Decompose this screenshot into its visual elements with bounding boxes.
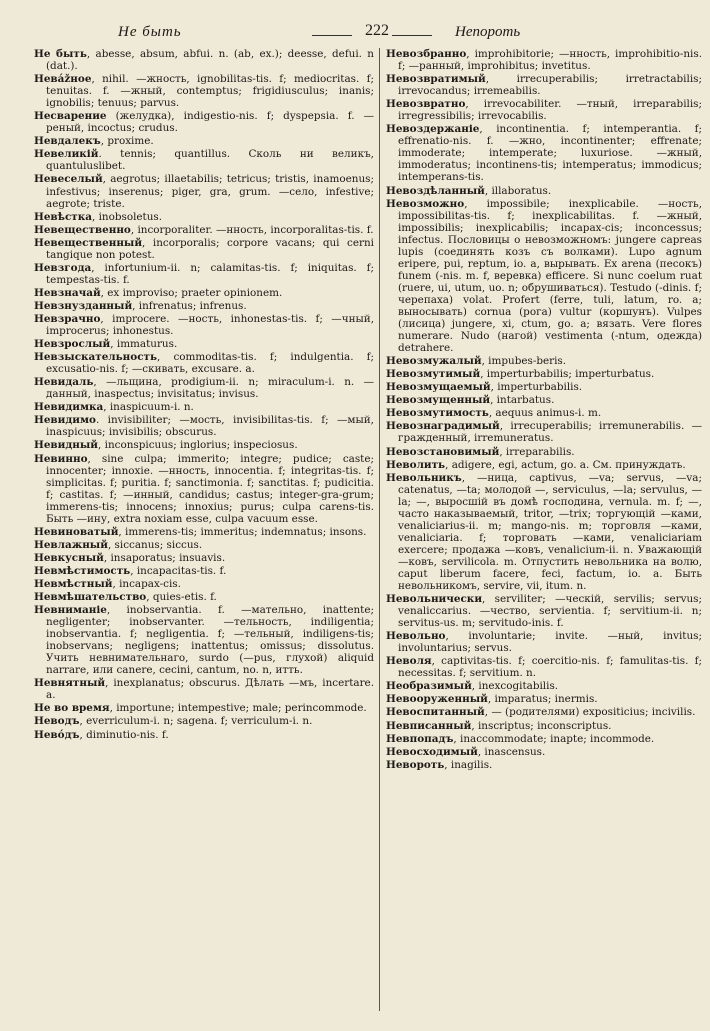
dictionary-entry xyxy=(386,759,702,771)
dictionary-entry xyxy=(386,720,702,732)
entry-definition: , incontinentia. f; intemperantia. f; effrenatio-nis. f. —жно, incontinenter; effrenate; immoderate; intemperate; luxuriose. —жный, immoderatus; incontinens-tis; intemperatus; immodicus; intemperans-tis. xyxy=(398,123,702,184)
entry-definition: , proxime. xyxy=(100,135,154,148)
dictionary-entry xyxy=(34,604,374,676)
dictionary-entry xyxy=(34,526,374,538)
entry-definition: (желудка), indigestio-nis. f; dyspepsia. f. —реный, incoctus; crudus. xyxy=(46,110,374,135)
entry-headword: Невоздѣланный xyxy=(386,184,485,197)
dictionary-entry xyxy=(386,680,702,692)
entry-headword: Неволить xyxy=(386,458,446,471)
entry-headword: Невмѣшательство xyxy=(34,591,147,604)
dictionary-entry xyxy=(34,338,374,350)
entry-headword: Невозмужалый xyxy=(386,355,482,368)
entry-definition: , intarbatus. xyxy=(490,394,555,407)
dictionary-entry xyxy=(34,48,374,72)
entry-headword: Невóдъ xyxy=(34,728,80,741)
entry-headword: Невинно xyxy=(34,452,88,465)
header-dash-left xyxy=(312,35,352,36)
entry-definition: , diminutio-nis. f. xyxy=(79,728,169,741)
entry-headword: Неволя xyxy=(386,655,432,668)
dictionary-entry xyxy=(34,211,374,223)
entry-definition: , inexcogitabilis. xyxy=(471,680,559,693)
entry-definition: , insaporatus; insuavis. xyxy=(103,551,226,564)
entry-headword: Невозможно xyxy=(386,197,465,210)
header-dash-right xyxy=(392,35,432,36)
entry-definition: , quies-etis. f. xyxy=(146,591,217,604)
entry-headword: Невлажный xyxy=(34,538,108,551)
entry-headword: Невидимо xyxy=(34,414,96,427)
entry-definition: , captivitas-tis. f; coercitio-nis. f; famulitas-tis. f; necessitas. f; servitium. n. xyxy=(398,655,702,680)
dictionary-entry xyxy=(34,300,374,312)
entry-definition: , inaccommodate; inapte; incommode. xyxy=(453,732,655,745)
dictionary-entry xyxy=(386,472,702,592)
dictionary-entry xyxy=(386,73,702,97)
entry-definition: . invisibiliter; —мость, invisibilitas-tis. f; —мый, inaspicuus; invisibilis; obscurus. xyxy=(46,414,374,439)
entry-definition: , —ница, captivus, —va; servus, —va; catenatus, —ta; молодой —, serviculus, —la; servulus, —la; —, выросшій въ домѣ господина, vernula. m. f; —, часто наказываемый, tritor, —trix; торгующій —ками, venaliciarius-ii. m; mango-nis. m; торговля —ками, venaliciaria. f; торговать —ками, venaliciariam exercere; продажа —ковъ, venalicium-ii. n. Уважающій —ковъ, servilicola. m. Отпустить невольника на волю, caput liberum facere, feci, factum, io. a. Быть невольникомъ, servire, vii, itum. n. xyxy=(398,471,702,593)
entry-definition: , inconspicuus; inglorius; inspeciosus. xyxy=(98,439,298,452)
entry-definition: , irrevocabiliter. —тный, irreparabilis; irregressibilis; irrevocabilis. xyxy=(398,98,702,123)
entry-definition: , improcere. —ность, inhonestas-tis. f; —чный, improcerus; inhonestus. xyxy=(46,312,374,338)
dictionary-entry xyxy=(386,394,702,406)
entry-definition: , inobsoletus. xyxy=(91,210,163,223)
entry-definition: , irrecuperabilis; irremunerabilis. —гражденный, irremuneratus. xyxy=(398,420,702,445)
column-divider xyxy=(379,48,380,1011)
entry-headword: Невзыскательность xyxy=(34,351,158,364)
entry-headword: Невозстановимый xyxy=(386,445,500,458)
dictionary-entry xyxy=(386,198,702,355)
dictionary-entry xyxy=(34,224,374,236)
entry-headword: Невозмутимый xyxy=(386,368,481,381)
entry-headword: Невидаль xyxy=(34,376,94,389)
entry-headword: Невзнузданный xyxy=(34,299,133,312)
header-left-word: Не быть xyxy=(118,24,182,40)
dictionary-entry xyxy=(386,733,702,745)
entry-definition: , inscriptus; inconscriptus. xyxy=(471,719,612,732)
entry-headword: Невозвратимый xyxy=(386,73,486,86)
dictionary-entry xyxy=(386,693,702,705)
entry-headword: Невнятный xyxy=(34,677,106,690)
entry-headword: Невосходимый xyxy=(386,745,478,758)
dictionary-entry xyxy=(34,135,374,147)
entry-headword: Невозбранно xyxy=(386,48,467,60)
entry-definition: , inaspicuum-i. n. xyxy=(103,401,194,414)
entry-definition: , impubes-beris. xyxy=(481,355,567,368)
entry-headword: Невеселый xyxy=(34,173,103,186)
dictionary-entry xyxy=(34,729,374,741)
entry-headword: Невниманіе xyxy=(34,604,107,617)
entry-headword: Невдалекъ xyxy=(34,135,101,148)
dictionary-entry xyxy=(386,446,702,458)
dictionary-entry xyxy=(34,401,374,413)
dictionary-entry xyxy=(34,351,374,375)
header-right-word: Непороть xyxy=(455,24,521,40)
entry-definition: , — (родителями) expositicius; incivilis. xyxy=(484,706,696,719)
dictionary-entry xyxy=(34,313,374,337)
dictionary-entry xyxy=(34,565,374,577)
page-number: 222 xyxy=(365,22,389,39)
dictionary-entry xyxy=(34,287,374,299)
dictionary-entry xyxy=(34,439,374,451)
entry-headword: Невзначай xyxy=(34,286,101,299)
entry-headword: Невзрачно xyxy=(34,312,101,325)
entry-headword: Невеликій xyxy=(34,148,99,161)
dictionary-entry xyxy=(386,123,702,183)
entry-definition: , imperturbabilis. xyxy=(490,381,583,394)
entry-definition: , irrecuperabilis; irretractabilis; irrevocandus; irremeabilis. xyxy=(398,73,702,98)
dictionary-entry xyxy=(386,185,702,197)
dictionary-entry xyxy=(34,73,374,109)
entry-definition: , illaboratus. xyxy=(484,184,552,197)
entry-definition: , aegrotus; illaetabilis; tetricus; tristis, inamoenus; infestivus; inserenus; piger, gra, grum. —село, infestive; aegrote; triste. xyxy=(46,173,374,210)
dictionary-entry xyxy=(386,368,702,380)
dictionary-entry xyxy=(386,420,702,444)
entry-definition: , incorporaliter. —нность, incorporalitas-tis. f. xyxy=(130,223,374,236)
entry-headword: Невольникъ xyxy=(386,471,462,484)
entry-definition: , involuntarie; invite. —ный, invitus; involuntarius; servus. xyxy=(398,630,702,655)
dictionary-entry xyxy=(34,591,374,603)
dictionary-entry xyxy=(386,381,702,393)
dictionary-entry xyxy=(34,262,374,286)
dictionary-entry xyxy=(386,593,702,629)
dictionary-entry xyxy=(34,715,374,727)
page-header xyxy=(0,14,710,42)
dictionary-entry xyxy=(386,355,702,367)
entry-headword: Невозвратно xyxy=(386,98,466,111)
entry-headword: Невоспитанный xyxy=(386,706,485,719)
dictionary-entry xyxy=(34,148,374,172)
entry-headword: Невкусный xyxy=(34,551,104,564)
dictionary-entry xyxy=(386,407,702,419)
entry-headword: Невороть xyxy=(386,758,445,771)
entry-headword: Невоздержаніе xyxy=(386,123,480,136)
dictionary-entry xyxy=(34,702,374,714)
dictionary-entry xyxy=(34,376,374,400)
dictionary-entry xyxy=(386,459,702,471)
entry-headword: Невозмутимость xyxy=(386,407,489,420)
entry-definition: , commoditas-tis. f; indulgentia. f; excusatio-nis. f; —скивать, excusare. a. xyxy=(46,351,374,376)
entry-definition: , incorporalis; corpore vacans; qui cerni tangique non potest. xyxy=(46,236,374,261)
entry-headword: Невозмущенный xyxy=(386,394,491,407)
dictionary-entry xyxy=(34,453,374,525)
entry-definition: , inascensus. xyxy=(477,745,546,758)
entry-definition: , impossibile; inexplicabile. —ность, impossibilitas-tis. f; inexplicabilitas. f. —жный, impossibilis; inexplicabilis; incapax-cis; inconcessus; infectus. Пословицы о невозможномъ: jungere capreas lupis (соединять козъ съ волками). Lupo agnum eripere, pui, reptum, io. a, вырывать. Ex arena (песокъ) funem (-nis. m. f, веревка) efficere. Si nunc coelum ruat (ruere, ui, utum, uo. n; обрушиваться). Testudo (-dinis. f; черепаха) volat. Profert (ferre, tuli, latum, ro. a; выносывать) cornua (рога) vultur (коршунъ). Vulpes (лисица) jungere, xi, ctum, go. a; вязать. Vere flores numerare. Nudo (нагой) vestimenta (-ntum, одежда) detrahere. xyxy=(398,197,702,355)
entry-headword: Невзгода xyxy=(34,261,92,274)
dictionary-entry xyxy=(386,48,702,72)
entry-headword: Невидимка xyxy=(34,401,104,414)
entry-definition: , aequus animus-i. m. xyxy=(488,407,602,420)
entry-definition: , inobservantia. f. —мательно, inattente; negligenter; inobservanter. —тельность, indiligentia; inobservantia. f; negligentia. f; —тельный, indiligens-tis; inobservans; negligens; inattentus; omissus; dissolutus. Учить невнимательнаго, surdo (—pus, глухой) aliquid narrare, или canere, cecini, cantum, no. n, итть. xyxy=(46,604,374,677)
dictionary-entry xyxy=(34,677,374,701)
entry-definition: , serviliter; —ческій, servilis; servus; venaliccarius. —чество, servientia. f; servitium-ii. n; servitus-us. m; servitudo-inis. f. xyxy=(398,593,702,630)
entry-headword: Невážное xyxy=(34,73,92,86)
right-column xyxy=(386,48,702,1023)
entry-definition: , immerens-tis; immeritus; indemnatus; insons. xyxy=(118,525,367,538)
dictionary-entry xyxy=(34,578,374,590)
entry-definition: , abesse, absum, abfui. n. (ab, ex.); deesse, defui. n (dat.). xyxy=(46,48,374,73)
entry-headword: Невольно xyxy=(386,630,446,643)
entry-definition: , siccanus; siccus. xyxy=(107,538,203,551)
entry-definition: , imparatus; inermis. xyxy=(487,693,598,706)
entry-definition: , irreparabilis. xyxy=(499,445,575,458)
entry-headword: Неводъ xyxy=(34,715,80,728)
entry-definition: , incapacitas-tis. f. xyxy=(130,564,227,577)
dictionary-entry xyxy=(386,655,702,679)
entry-definition: , nihil. —жность, ignobilitas-tis. f; mediocritas. f; tenuitas. f. —жный, contemptus; frigidiusculus; inanis; ignobilis; tenuus; parvus. xyxy=(46,73,374,110)
entry-headword: Невписанный xyxy=(386,719,472,732)
dictionary-entry xyxy=(386,98,702,122)
entry-headword: Невзрослый xyxy=(34,338,111,351)
entry-definition: , inexplanatus; obscurus. Дѣлать —мъ, incertare. a. xyxy=(46,677,374,702)
entry-definition: , sine culpa; immerito; integre; pudice; caste; innocenter; innoxie. —нность, innocentia. f; integritas-tis. f; simplicitas. f; puritia. f; sanctimonia. f; sanctitas. f; pudicitia. f; castitas. f; —инный, candidus; castus; integer-gra-grum; immerens-tis; innocens; innoxius; purus; culpa carens-tis. Быть —ину, extra noxiam esse, culpa vacuum esse. xyxy=(46,452,374,525)
entry-headword: Невещественно xyxy=(34,223,131,236)
entry-headword: Невѣстка xyxy=(34,210,92,223)
entry-headword: Невмѣстимость xyxy=(34,564,131,577)
dictionary-entry xyxy=(34,173,374,209)
entry-headword: Не быть xyxy=(34,48,87,60)
entry-headword: Невпопадъ xyxy=(386,732,454,745)
entry-definition: , infortunium-ii. n; calamitas-tis. f; iniquitas. f; tempestas-tis. f. xyxy=(46,261,374,286)
entry-definition: , improhibitorie; —нность, improhibitio-nis. f; —ранный, improhibitus; invetitus. xyxy=(398,48,702,73)
dictionary-entry xyxy=(386,630,702,654)
entry-definition: . tennis; quantillus. Сколь ни великъ, quantuluslibet. xyxy=(46,148,374,173)
dictionary-entry xyxy=(34,414,374,438)
entry-headword: Не во время xyxy=(34,702,110,715)
dictionary-entry xyxy=(34,110,374,134)
dictionary-entry xyxy=(386,706,702,718)
dictionary-entry xyxy=(386,746,702,758)
entry-definition: , ex improviso; praeter opinionem. xyxy=(100,286,283,299)
entry-definition: , inagilis. xyxy=(444,758,493,771)
left-column xyxy=(34,48,374,1023)
dictionary-entry xyxy=(34,539,374,551)
entry-headword: Невооруженный xyxy=(386,693,488,706)
entry-definition: , adigere, egi, actum, go. a. См. принуждать. xyxy=(445,458,686,471)
entry-headword: Невиноватый xyxy=(34,525,119,538)
entry-definition: , —льщина, prodigium-ii. n; miraculum-i. n. —данный, inaspectus; invisitatus; invisus. xyxy=(46,376,374,401)
entry-definition: , incapax-cis. xyxy=(112,577,181,590)
entry-headword: Невольнически xyxy=(386,593,483,606)
entry-headword: Невмѣстный xyxy=(34,577,113,590)
entry-definition: , everriculum-i. n; sagena. f; verriculum-i. n. xyxy=(79,715,313,728)
dictionary-entry xyxy=(34,237,374,261)
entry-headword: Невещественный xyxy=(34,236,143,249)
entry-definition: , infrenatus; infrenus. xyxy=(132,299,247,312)
entry-headword: Невидный xyxy=(34,439,99,452)
entry-definition: , importune; intempestive; male; perincommode. xyxy=(109,702,367,715)
entry-headword: Несварение xyxy=(34,110,107,123)
entry-headword: Невозмущаемый xyxy=(386,381,491,394)
entry-definition: , imperturbabilis; imperturbatus. xyxy=(480,368,655,381)
entry-headword: Необразимый xyxy=(386,680,472,693)
entry-definition: , immaturus. xyxy=(110,338,178,351)
dictionary-entry xyxy=(34,552,374,564)
entry-headword: Невознаградимый xyxy=(386,420,500,433)
